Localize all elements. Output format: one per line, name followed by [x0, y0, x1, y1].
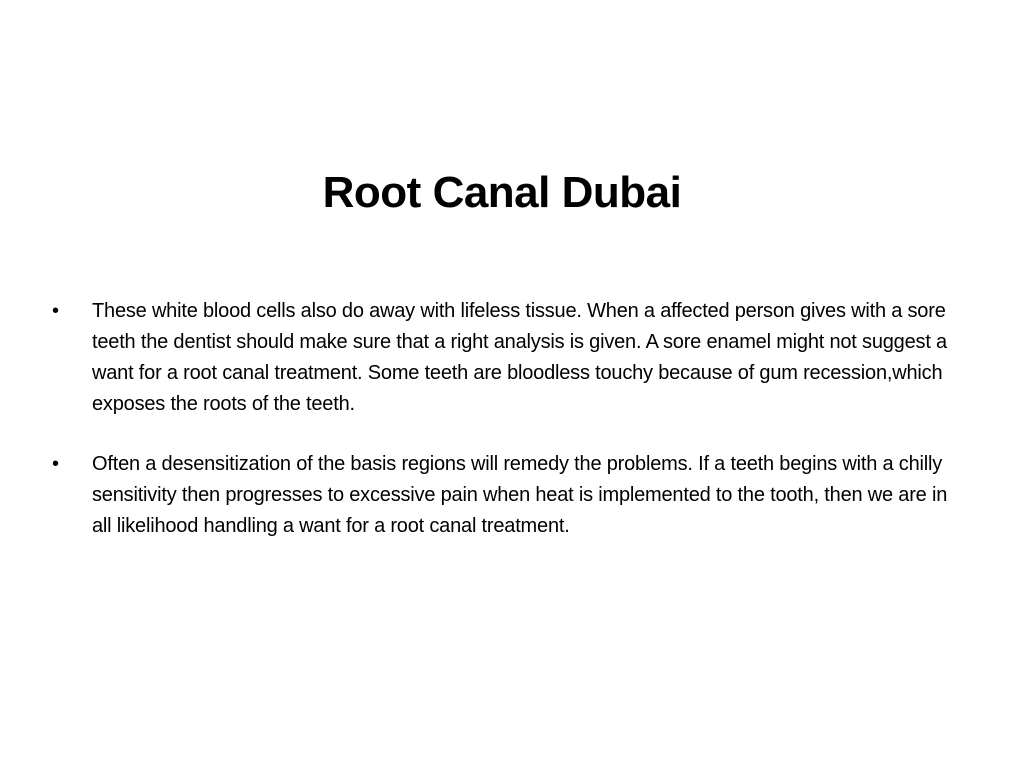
- bullet-list: [52, 296, 967, 542]
- bullet-marker: •: [52, 300, 59, 322]
- bullet-text: These white blood cells also do away with lifeless tissue. When a affected person gives with a sore teeth the dentist should make sure that a right analysis is given. A sore enamel might not suggest a want for a root canal treatment. Some teeth are bloodless touchy because of gum recession,which exposes the roots of the teeth.: [92, 300, 947, 415]
- slide-title: Root Canal Dubai: [322, 168, 682, 217]
- bullet-item: [52, 449, 967, 542]
- bullet-marker: •: [52, 453, 59, 475]
- bullet-item: [52, 296, 967, 420]
- bullet-text: Often a desensitization of the basis regions will remedy the problems. If a teeth begins with a chilly sensitivity then progresses to excessive pain when heat is implemented to the tooth, then we are in all likelihood handling a want for a root canal treatment.: [92, 453, 948, 537]
